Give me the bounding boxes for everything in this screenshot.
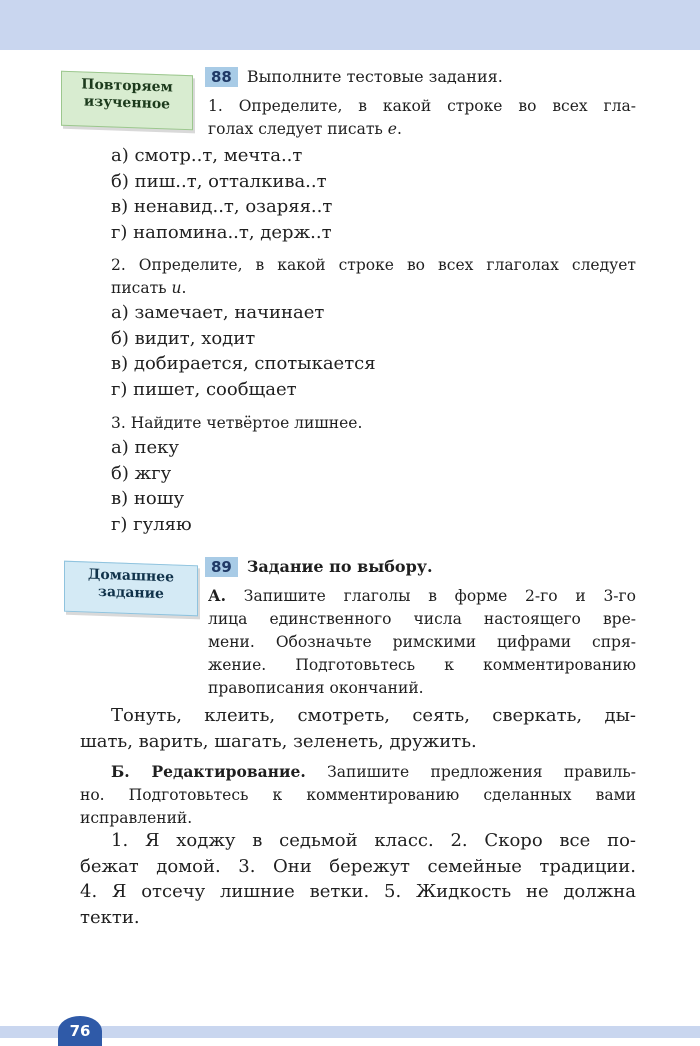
bottom-band <box>0 1026 700 1038</box>
question-1-options <box>111 143 332 245</box>
part-a-line-3: мени. Обозначьте римскими цифрами спря- <box>208 633 636 651</box>
part-a-words <box>80 703 636 754</box>
question-2-line-2-text: писать <box>111 279 172 297</box>
question-1-letter: е <box>387 120 397 138</box>
part-a-line-5: правописания окончаний. <box>208 679 424 697</box>
exercise-88-number: 88 <box>205 67 238 87</box>
question-2 <box>111 254 636 300</box>
q3-option-a: а) пеку <box>111 437 179 458</box>
part-b-sentence-line-2: бежат домой. 3. Они бережут семейные традиции. <box>80 855 636 877</box>
homework-tag-line-2: задание <box>98 583 164 603</box>
part-a-line-1-text: Запишите глаголы в форме 2-го и 3-го <box>243 587 636 605</box>
q2-option-a: а) замечает, начинает <box>111 302 325 323</box>
part-b-instructions <box>80 760 636 830</box>
part-b-sentence-line-4: текти. <box>80 906 140 928</box>
question-2-end: . <box>181 279 187 297</box>
q3-option-b: б) жгу <box>111 462 172 484</box>
part-b-sentences <box>80 828 636 930</box>
question-1-line-2-text: голах следует писать <box>208 120 388 138</box>
question-2-letter: и <box>171 279 182 297</box>
part-b-line-3: исправлений. <box>80 809 193 827</box>
question-1-end: . <box>396 120 402 138</box>
q1-option-a: а) смотр..т, мечта..т <box>111 145 303 166</box>
part-a-words-line-2: шать, варить, шагать, зеленеть, дружить. <box>80 730 477 752</box>
review-tag-line-1: Повторяем <box>81 76 173 96</box>
homework-tag <box>64 561 198 617</box>
part-b-sentence-line-3: 4. Я отсечу лишние ветки. 5. Жидкость не должна <box>80 881 636 902</box>
top-band <box>0 0 700 50</box>
question-3 <box>111 412 362 435</box>
exercise-88-title: Выполните тестовые задания. <box>246 67 503 86</box>
q2-option-c: в) добирается, спотыкается <box>111 353 376 374</box>
review-tag <box>61 71 193 131</box>
question-2-line-1: 2. Определите, в какой строке во всех глаголах следует <box>111 256 636 274</box>
question-3-options <box>111 435 192 537</box>
question-2-options <box>111 300 376 402</box>
part-b-label: Б. Редактирование. <box>111 762 306 781</box>
part-b-line-1 <box>80 760 636 784</box>
q2-option-d: г) пишет, сообщает <box>111 378 297 400</box>
q2-option-b: б) видит, ходит <box>111 327 256 349</box>
review-tag-line-2: изученное <box>83 93 171 113</box>
question-1-line-1: 1. Определите, в какой строке во всех гла- <box>208 97 636 115</box>
part-a-label: А. <box>208 586 227 605</box>
part-b-sentence-line-1: 1. Я ходжу в седьмой класс. 2. Скоро все по- <box>111 830 636 851</box>
q3-option-d: г) гуляю <box>111 513 192 535</box>
q1-option-c: в) ненавид..т, озаряя..т <box>111 196 333 217</box>
part-b-line-1-text: Запишите предложения правиль- <box>305 763 636 781</box>
q3-option-c: в) ношу <box>111 488 185 509</box>
exercise-89-title: Задание по выбору. <box>246 557 433 576</box>
exercise-88-header <box>205 67 503 87</box>
exercise-89-header <box>205 557 433 577</box>
question-3-line: 3. Найдите четвёртое лишнее. <box>111 414 363 432</box>
part-b-line-2: но. Подготовьтесь к комментированию сделанных вами <box>80 786 636 804</box>
part-a-words-line-1: Тонуть, клеить, смотреть, сеять, сверкать, ды- <box>111 705 636 726</box>
q1-option-d: г) напомина..т, держ..т <box>111 221 332 243</box>
question-2-line-2 <box>111 277 636 300</box>
part-a-line-1 <box>208 584 636 608</box>
exercise-89-number: 89 <box>205 557 238 577</box>
homework-tag-line-1: Домашнее <box>87 566 175 586</box>
part-a-line-4: жение. Подготовьтесь к комментированию <box>208 656 636 674</box>
q1-option-b: б) пиш..т, отталкива..т <box>111 170 327 192</box>
question-1 <box>208 95 636 141</box>
question-1-line-2 <box>208 118 636 141</box>
part-a-instructions <box>208 584 636 700</box>
page-number: 76 <box>58 1016 102 1046</box>
part-a-line-2: лица единственного числа настоящего вре- <box>208 610 636 628</box>
